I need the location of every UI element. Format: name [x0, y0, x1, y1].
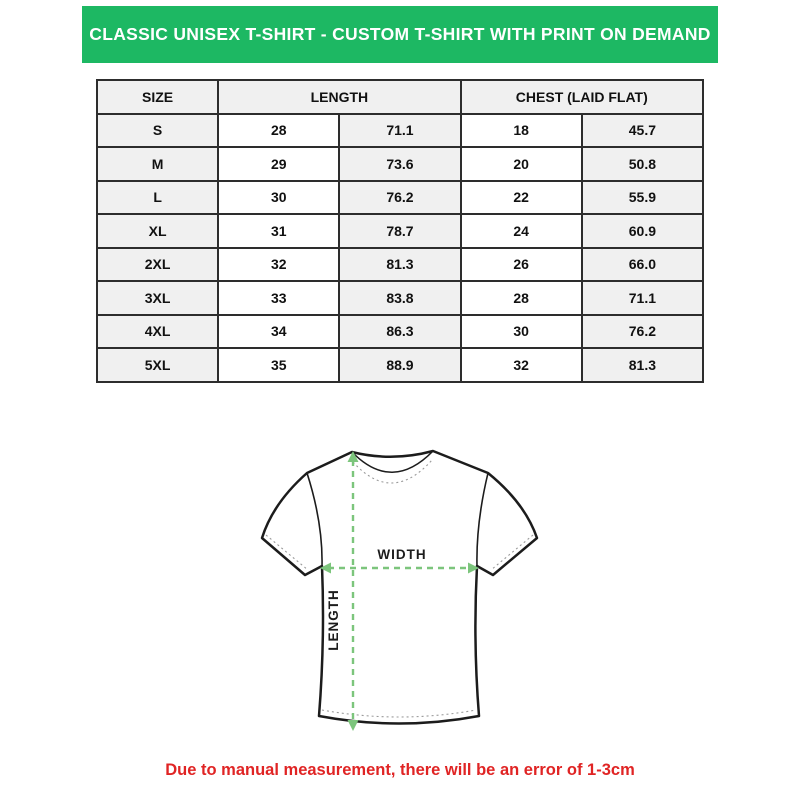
cell-length-cm: 86.3 — [339, 315, 460, 349]
page-title: CLASSIC UNISEX T-SHIRT - CUSTOM T-SHIRT WITH PRINT ON DEMAND — [82, 6, 718, 63]
cell-length-cm: 73.6 — [339, 147, 460, 181]
cell-chest-cm: 66.0 — [582, 248, 703, 282]
cell-chest-in: 32 — [461, 348, 582, 382]
cell-size: 5XL — [97, 348, 218, 382]
size-table-row — [97, 348, 703, 382]
cell-chest-cm: 50.8 — [582, 147, 703, 181]
cell-length-in: 35 — [218, 348, 339, 382]
width-label: WIDTH — [377, 547, 427, 562]
size-table-row — [97, 147, 703, 181]
size-table-header-row — [97, 80, 703, 114]
cell-length-in: 28 — [218, 114, 339, 148]
size-table-row — [97, 248, 703, 282]
cell-chest-in: 22 — [461, 181, 582, 215]
cell-chest-cm: 71.1 — [582, 281, 703, 315]
cell-length-in: 34 — [218, 315, 339, 349]
tshirt-measurement-diagram — [240, 435, 560, 745]
cell-chest-cm: 76.2 — [582, 315, 703, 349]
size-table-row — [97, 214, 703, 248]
length-label: LENGTH — [326, 589, 341, 651]
size-table-row — [97, 181, 703, 215]
cell-chest-in: 30 — [461, 315, 582, 349]
size-table-row — [97, 114, 703, 148]
size-table-row — [97, 281, 703, 315]
cell-length-in: 30 — [218, 181, 339, 215]
cell-chest-cm: 55.9 — [582, 181, 703, 215]
size-table — [96, 79, 704, 383]
cell-size: L — [97, 181, 218, 215]
cell-chest-in: 26 — [461, 248, 582, 282]
length-arrow-bottom-head-icon — [348, 720, 359, 731]
cell-size: S — [97, 114, 218, 148]
size-table-body — [97, 114, 703, 382]
cell-length-in: 29 — [218, 147, 339, 181]
column-header-length: LENGTH — [218, 80, 460, 114]
cell-size: 2XL — [97, 248, 218, 282]
cell-length-in: 33 — [218, 281, 339, 315]
cell-length-cm: 83.8 — [339, 281, 460, 315]
measurement-error-note: Due to manual measurement, there will be an error of 1-3cm — [165, 761, 635, 779]
cell-chest-in: 28 — [461, 281, 582, 315]
cell-size: 3XL — [97, 281, 218, 315]
column-header-size: SIZE — [97, 80, 218, 114]
cell-length-in: 31 — [218, 214, 339, 248]
cell-length-cm: 81.3 — [339, 248, 460, 282]
cell-size: XL — [97, 214, 218, 248]
cell-chest-in: 20 — [461, 147, 582, 181]
column-header-chest: CHEST (LAID FLAT) — [461, 80, 703, 114]
tshirt-outline-icon — [262, 451, 537, 724]
cell-length-in: 32 — [218, 248, 339, 282]
cell-chest-in: 18 — [461, 114, 582, 148]
cell-chest-cm: 60.9 — [582, 214, 703, 248]
cell-length-cm: 71.1 — [339, 114, 460, 148]
cell-chest-cm: 45.7 — [582, 114, 703, 148]
cell-chest-cm: 81.3 — [582, 348, 703, 382]
size-table-row — [97, 315, 703, 349]
cell-length-cm: 88.9 — [339, 348, 460, 382]
cell-chest-in: 24 — [461, 214, 582, 248]
cell-size: M — [97, 147, 218, 181]
cell-length-cm: 76.2 — [339, 181, 460, 215]
cell-size: 4XL — [97, 315, 218, 349]
cell-length-cm: 78.7 — [339, 214, 460, 248]
